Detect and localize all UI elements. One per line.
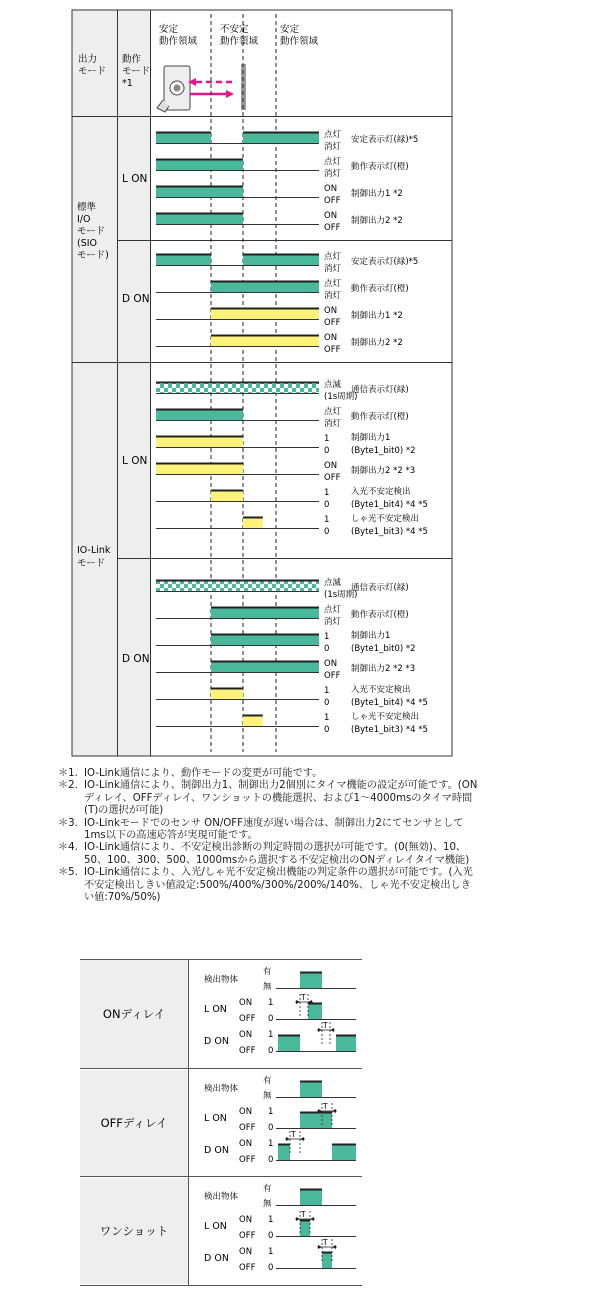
signal-name: 動作表示灯(橙): [351, 162, 409, 172]
section-4-mode-label: D ON: [122, 653, 150, 665]
signal-pulse: [211, 335, 319, 346]
zero-label: 0: [268, 1123, 274, 1133]
timer-pulse: [336, 1035, 356, 1051]
state-bottom-label: OFF: [324, 345, 341, 355]
timer-d-on-label: D ON: [204, 1036, 229, 1047]
section-2-mode-label: D ON: [122, 293, 150, 305]
detect-present-label: 有: [263, 1184, 272, 1194]
state-bottom-label: 消灯: [324, 169, 342, 179]
timer-pulse: [278, 1144, 290, 1160]
operation-mode-note: *1: [122, 78, 133, 89]
section-3-mode-label: L ON: [122, 455, 148, 467]
timer-block: [204, 1183, 356, 1273]
zone-3-label-1: 安定: [280, 24, 300, 35]
footnote-mark: ＊3.: [58, 817, 78, 829]
operation-mode-label-2: モード: [122, 66, 151, 77]
timer-t-label: T: [323, 1102, 328, 1111]
on-label: ON: [239, 1215, 253, 1225]
state-top-label: ON: [324, 184, 338, 194]
signal-name: 動作表示灯(橙): [351, 412, 409, 422]
section-1-mode-label: L ON: [122, 173, 148, 185]
timer-t-label: T: [301, 993, 306, 1002]
timer-pulse: [300, 1189, 322, 1205]
signal-name: 制御出力2 *2 *3: [351, 466, 416, 476]
signal-pulse: [156, 186, 243, 197]
zone-3-label-2: 動作領域: [280, 36, 319, 47]
signal-name: 制御出力1: [351, 433, 391, 443]
signal-name: しゃ光不安定検出: [351, 514, 420, 524]
off-label: OFF: [239, 1123, 256, 1133]
timer-l-on-label: L ON: [204, 1113, 227, 1124]
state-bottom-label: 消灯: [324, 617, 342, 627]
state-top-label: ON: [324, 659, 338, 669]
signal-pulse: [243, 715, 263, 726]
timer-pulse: [278, 1035, 300, 1051]
signal-name: 動作表示灯(橙): [351, 610, 409, 620]
timer-pulse: [300, 1112, 332, 1128]
signal-pulse: [156, 580, 319, 591]
state-top-label: 1: [324, 686, 330, 696]
timer-t-label: T: [323, 1238, 328, 1247]
arrow-head-icon: [318, 1028, 322, 1032]
footnote: [58, 780, 478, 817]
signal-pulse: [156, 213, 243, 224]
state-top-label: 点灯: [324, 279, 342, 289]
signal-pulse: [211, 607, 319, 618]
signal-name: しゃ光不安定検出: [351, 712, 420, 722]
signal-name: 安定表示灯(緑)*5: [351, 135, 419, 145]
state-top-label: ON: [324, 306, 338, 316]
state-bottom-label: 0: [324, 698, 330, 708]
one-label: 1: [268, 1215, 274, 1225]
timer-t-label: T: [291, 1130, 296, 1139]
zone-1-label-2: 動作領域: [159, 36, 198, 47]
on-label: ON: [239, 1030, 253, 1040]
signal-name: 制御出力2 *2: [351, 338, 403, 348]
arrow-head-icon: [332, 1245, 336, 1249]
arrow-head-icon: [332, 1109, 336, 1113]
footnotes: [58, 768, 478, 904]
signal-name: 制御出力2 *2: [351, 216, 403, 226]
output-mode-label-2: モード: [78, 66, 107, 77]
footnote-text: IO-Link通信により、不安定検出診断の判定時間の選択が可能です。(0(無効)、10、50、100、300、500、1000msから選択する不安定検出のONディレイタイマ機能): [84, 842, 470, 866]
footnote: [58, 842, 478, 867]
footnote-mark: ＊4.: [58, 842, 78, 854]
timer-pulse: [332, 1144, 356, 1160]
signal-name: 通信表示灯(緑): [351, 385, 409, 395]
state-top-label: 点灯: [324, 407, 342, 417]
signal-pulse: [211, 308, 319, 319]
iolink-mode-label-2: モード: [77, 558, 106, 569]
signal-pulse: [156, 132, 211, 143]
detect-present-label: 有: [263, 1076, 272, 1086]
state-top-label: 1: [324, 632, 330, 642]
timer-pulse: [300, 1081, 322, 1097]
signal-pulse: [211, 661, 319, 672]
signal-pulse: [156, 436, 243, 447]
off-label: OFF: [239, 1263, 256, 1273]
arrow-head-icon: [296, 1217, 300, 1221]
signal-name: 制御出力1 *2: [351, 189, 403, 199]
timer-d-on-label: D ON: [204, 1253, 229, 1264]
off-label: OFF: [239, 1155, 256, 1165]
timer-charts: [204, 966, 356, 1273]
signal-pulse: [243, 132, 319, 143]
arrow-head-icon: [296, 1000, 300, 1004]
timer-pulse: [300, 1220, 310, 1236]
arrow-head-icon: [286, 1137, 290, 1141]
signal-name-detail: (Byte1_bit4) *4 *5: [351, 500, 428, 510]
state-bottom-label: (1s周期): [324, 590, 358, 600]
timer-pulse: [308, 1003, 322, 1019]
state-bottom-label: (1s周期): [324, 392, 358, 402]
signal-name: 制御出力2 *2 *3: [351, 664, 416, 674]
zero-label: 0: [268, 1046, 274, 1056]
state-bottom-label: 消灯: [324, 291, 342, 301]
signal-pulse: [243, 517, 263, 528]
signal-name: 入光不安定検出: [351, 685, 411, 695]
timer-d-on-label: D ON: [204, 1145, 229, 1156]
detect-object-label: 検出物体: [204, 1192, 239, 1202]
zero-label: 0: [268, 1231, 274, 1241]
signal-pulse: [211, 490, 243, 501]
arrow-head-icon: [300, 1137, 304, 1141]
standard-mode-label-3: モード: [77, 226, 106, 237]
timer-l-on-label: L ON: [204, 1004, 227, 1015]
state-top-label: 点灯: [324, 157, 342, 167]
timer-block: [204, 1075, 356, 1165]
one-label: 1: [268, 1030, 274, 1040]
signal-pulse: [211, 688, 243, 699]
signal-name-detail: (Byte1_bit4) *4 *5: [351, 698, 428, 708]
arrow-head-icon: [318, 1245, 322, 1249]
signal-pulse: [156, 159, 243, 170]
operation-mode-label-1: 動作: [122, 54, 142, 65]
signal-pulse: [211, 281, 319, 292]
state-top-label: 1: [324, 713, 330, 723]
signal-name-detail: (Byte1_bit3) *4 *5: [351, 725, 428, 735]
signal-name: 入光不安定検出: [351, 487, 411, 497]
state-bottom-label: 0: [324, 446, 330, 456]
one-label: 1: [268, 1139, 274, 1149]
state-top-label: 点滅: [324, 578, 342, 588]
arrow-head-icon: [330, 1028, 334, 1032]
state-top-label: ON: [324, 461, 338, 471]
timer-l-on-label: L ON: [204, 1221, 227, 1232]
state-bottom-label: 消灯: [324, 264, 342, 274]
state-bottom-label: OFF: [324, 473, 341, 483]
zone-2-label-1: 不安定: [220, 24, 249, 35]
timer-t-label: T: [323, 1021, 328, 1030]
state-top-label: 点灯: [324, 605, 342, 615]
footnote-mark: ＊2.: [58, 780, 78, 792]
footnote: [58, 818, 478, 843]
signal-name-detail: (Byte1_bit0) *2: [351, 644, 416, 654]
footnote-mark: ＊1.: [58, 768, 78, 779]
state-bottom-label: OFF: [324, 196, 341, 206]
state-top-label: 点灯: [324, 252, 342, 262]
state-bottom-label: OFF: [324, 223, 341, 233]
state-bottom-label: 0: [324, 725, 330, 735]
signal-pulse: [156, 463, 243, 474]
one-label: 1: [268, 1107, 274, 1117]
standard-mode-label-1: 標準: [77, 202, 97, 213]
detect-present-label: 有: [263, 967, 272, 977]
one-label: 1: [268, 1247, 274, 1257]
signal-name-detail: (Byte1_bit0) *2: [351, 446, 416, 456]
detect-absent-label: 無: [263, 982, 272, 992]
detect-object-label: 検出物体: [204, 1084, 239, 1094]
timer-title-on-delay: ONディレイ: [102, 1007, 166, 1021]
footnote-mark: ＊5.: [58, 867, 78, 879]
state-top-label: ON: [324, 333, 338, 343]
output-mode-label-1: 出力: [78, 54, 98, 65]
timer-pulse: [322, 1252, 332, 1268]
signal-name-detail: (Byte1_bit3) *4 *5: [351, 527, 428, 537]
state-bottom-label: OFF: [324, 671, 341, 681]
footnote: [58, 867, 478, 904]
off-label: OFF: [239, 1014, 256, 1024]
signal-pulse: [243, 254, 319, 265]
zone-1-label-1: 安定: [159, 24, 179, 35]
signal-name: 通信表示灯(緑): [351, 583, 409, 593]
zone-2-label-2: 動作領域: [220, 36, 259, 47]
signal-name: 安定表示灯(緑)*5: [351, 257, 419, 267]
state-bottom-label: OFF: [324, 318, 341, 328]
state-bottom-label: 消灯: [324, 419, 342, 429]
signal-pulse: [211, 634, 319, 645]
zero-label: 0: [268, 1155, 274, 1165]
signal-name: 動作表示灯(橙): [351, 284, 409, 294]
timer-t-label: T: [301, 1210, 306, 1219]
off-label: OFF: [239, 1046, 256, 1056]
timer-pulse: [300, 972, 322, 988]
zero-label: 0: [268, 1014, 274, 1024]
signal-pulse: [156, 409, 243, 420]
iolink-mode-label-1: IO-Link: [77, 545, 111, 556]
state-top-label: 1: [324, 434, 330, 444]
state-bottom-label: 消灯: [324, 142, 342, 152]
detect-absent-label: 無: [263, 1091, 272, 1101]
state-bottom-label: 0: [324, 527, 330, 537]
on-label: ON: [239, 998, 253, 1008]
zero-label: 0: [268, 1263, 274, 1273]
standard-mode-label-4: (SIO: [77, 238, 98, 249]
footnote-text: IO-Link通信により、入光/しゃ光不安定検出機能の判定条件の選択が可能です。(入光不安定検出しきい値設定:500%/400%/300%/200%/140%、しゃ光不安定検出しきい値:70%/50%): [84, 867, 473, 904]
state-top-label: 1: [324, 515, 330, 525]
detect-absent-label: 無: [263, 1199, 272, 1209]
standard-mode-label-5: モード): [77, 250, 109, 261]
standard-mode-label-2: I/O: [77, 214, 91, 225]
off-label: OFF: [239, 1231, 256, 1241]
footnote-text: IO-Link通信により、動作モードの変更が可能です。: [84, 768, 323, 779]
state-top-label: 1: [324, 488, 330, 498]
on-label: ON: [239, 1139, 253, 1149]
signal-pulse: [156, 382, 319, 393]
signal-name: 制御出力1: [351, 631, 391, 641]
state-top-label: ON: [324, 211, 338, 221]
footnote-text: IO-Linkモードでのセンサ ON/OFF速度が遅い場合は、制御出力2にてセンサとして1ms以下の高速応答が実現可能です。: [84, 817, 464, 842]
detect-object-label: 検出物体: [204, 975, 239, 985]
state-top-label: 点滅: [324, 380, 342, 390]
footnote: [58, 768, 478, 780]
state-bottom-label: 0: [324, 500, 330, 510]
signal-pulse: [156, 254, 211, 265]
timer-block: [204, 966, 356, 1056]
on-label: ON: [239, 1247, 253, 1257]
signal-name: 制御出力1 *2: [351, 311, 403, 321]
timer-title-one-shot: ワンショット: [99, 1224, 169, 1238]
arrow-head-icon: [310, 1217, 314, 1221]
one-label: 1: [268, 998, 274, 1008]
timer-title-off-delay: OFFディレイ: [100, 1116, 168, 1130]
state-top-label: 点灯: [324, 130, 342, 140]
footnote-text: IO-Link通信により、制御出力1、制御出力2個別にタイマ機能の設定が可能です。(ONディレイ、OFFディレイ、ワンショットの機能選択、および1～4000msのタイマ時間(T)の選択が可能): [84, 780, 478, 817]
on-label: ON: [239, 1107, 253, 1117]
state-bottom-label: 0: [324, 644, 330, 654]
